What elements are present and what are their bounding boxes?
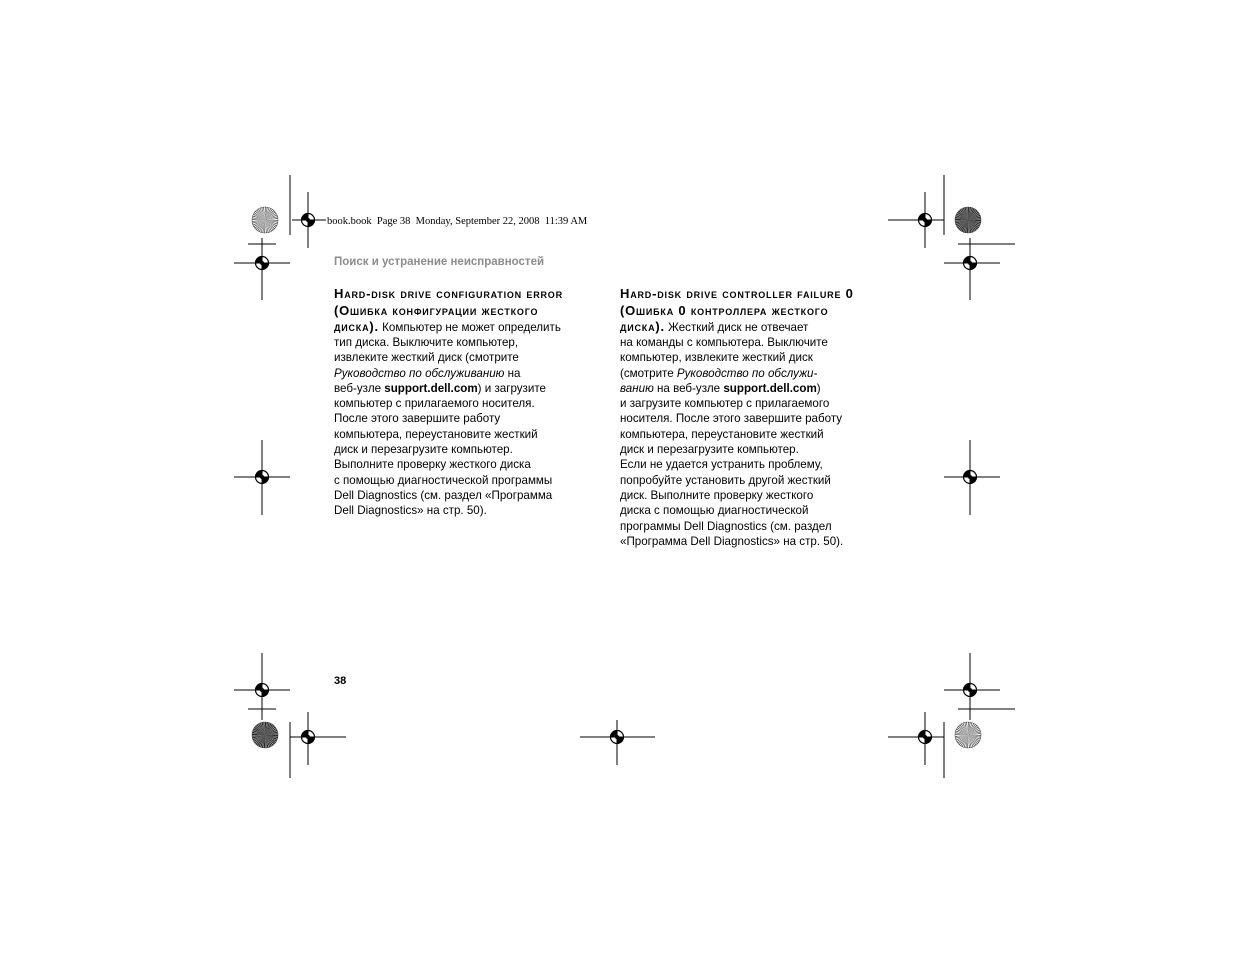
italic-reference-text: Руководство по обслуживанию (334, 366, 505, 380)
text-line (620, 302, 895, 319)
target-center (260, 261, 264, 265)
starburst-rays (252, 722, 278, 748)
text-line (620, 335, 895, 350)
text-line (334, 335, 609, 350)
print-slug-line: book.book Page 38 Monday, September 22, 2008 11:39 AM (327, 216, 588, 227)
body-text: компьютера, переустановите жесткий (620, 427, 824, 441)
target-center (615, 735, 619, 739)
target-quadrants (302, 731, 315, 744)
body-text: компьютер с прилагаемого носителя. (334, 397, 535, 411)
body-text: веб-узле (334, 381, 385, 395)
target-quadrants (302, 214, 315, 227)
target-ring (611, 731, 624, 744)
text-line (620, 534, 895, 549)
text-line (620, 396, 895, 411)
body-text: попробуйте установить другой жесткий (620, 473, 831, 487)
italic-reference-text: Руководство по обслужи- (676, 366, 818, 380)
registration-target-mark (888, 192, 944, 248)
page-number: 38 (334, 675, 347, 687)
target-quadrants (256, 257, 269, 270)
text-line (620, 411, 895, 426)
text-line (334, 319, 609, 335)
target-ring (302, 731, 315, 744)
running-header: Поиск и устранение неисправностей (334, 256, 545, 268)
registration-target-mark (234, 440, 290, 515)
body-text: Компьютер не может определить (378, 321, 561, 334)
starburst-mark (252, 207, 278, 233)
starburst-rays (955, 207, 981, 233)
text-line (334, 411, 609, 426)
starburst-mark (955, 722, 981, 748)
target-quadrants (964, 684, 977, 697)
body-text: диск и перезагрузите компьютер. (334, 443, 513, 457)
registration-target-mark (944, 653, 1000, 720)
starburst-disc (252, 722, 278, 748)
text-line (334, 488, 609, 503)
section-heading-text: (Ошибка конфигурации жесткого (334, 303, 539, 318)
italic-reference-text: ванию (620, 381, 654, 395)
registration-target-mark (292, 192, 326, 248)
target-quadrants (611, 731, 624, 744)
body-text: тип диска. Выключите компьютер, (334, 336, 519, 349)
registration-target-mark (888, 712, 944, 765)
target-quadrants (919, 214, 932, 227)
body-text: «Программа Dell Diagnostics» на стр. 50). (620, 534, 844, 548)
text-line (620, 442, 895, 457)
text-line (620, 427, 895, 442)
body-text: на команды с компьютера. Выключите (620, 336, 828, 349)
body-text: Если не удается устранить проблему, (620, 458, 823, 472)
target-quadrants (964, 257, 977, 270)
registration-target-mark (580, 720, 655, 765)
target-quadrants (964, 471, 977, 484)
bold-url-text: support.dell.com (723, 381, 817, 395)
target-ring (919, 731, 932, 744)
body-text: программы Dell Diagnostics (см. раздел (620, 519, 832, 533)
body-text: ) и загрузите (477, 381, 546, 395)
section-heading-text: Hard-disk drive controller failure 0 (620, 286, 854, 301)
target-ring (964, 684, 977, 697)
body-text: диска с помощью диагностической (620, 504, 809, 518)
target-center (923, 735, 927, 739)
body-text: компьютер, извлеките жесткий диск (620, 351, 813, 365)
body-text: на (504, 366, 521, 380)
target-center (968, 688, 972, 692)
text-line (620, 350, 895, 365)
body-text: Dell Diagnostics» на стр. 50). (334, 504, 487, 518)
target-center (306, 735, 310, 739)
text-line (334, 503, 609, 518)
target-center (968, 261, 972, 265)
text-line (334, 396, 609, 411)
starburst-disc (955, 722, 981, 748)
target-center (968, 475, 972, 479)
target-center (306, 218, 310, 222)
starburst-disc (252, 207, 278, 233)
text-line (620, 285, 895, 302)
body-text: ) (816, 381, 821, 395)
target-center (260, 688, 264, 692)
target-center (923, 218, 927, 222)
text-line (620, 366, 895, 381)
target-quadrants (256, 684, 269, 697)
text-line (334, 442, 609, 457)
body-text: Выполните проверку жесткого диска (334, 458, 531, 472)
text-line (334, 473, 609, 488)
text-line (334, 457, 609, 472)
bold-url-text: support.dell.com (384, 381, 478, 395)
text-line (334, 302, 609, 319)
starburst-disc (955, 207, 981, 233)
registration-target-mark (234, 653, 290, 720)
body-text: извлеките жесткий диск (смотрите (334, 351, 519, 365)
section-heading-text: диска). (334, 319, 379, 334)
target-ring (964, 257, 977, 270)
body-text: компьютера, переустановите жесткий (334, 427, 538, 441)
text-line (334, 285, 609, 302)
left-column (334, 285, 609, 519)
text-line (620, 381, 895, 396)
starburst-mark (252, 722, 278, 748)
text-line (334, 350, 609, 365)
text-line (334, 427, 609, 442)
target-ring (256, 471, 269, 484)
section-heading-text: (Ошибка 0 контроллера жесткого (620, 303, 829, 318)
section-heading-text: диска). (620, 319, 665, 334)
body-text: на веб-узле (653, 381, 724, 395)
body-text: и загрузите компьютер с прилагаемого (620, 397, 830, 411)
text-line (620, 519, 895, 534)
starburst-mark (955, 207, 981, 233)
registration-target-mark (944, 238, 1000, 300)
target-quadrants (256, 471, 269, 484)
body-text: (смотрите (620, 366, 677, 380)
target-ring (964, 471, 977, 484)
registration-target-mark (290, 712, 346, 765)
right-column (620, 285, 895, 549)
target-ring (256, 684, 269, 697)
text-line (620, 457, 895, 472)
target-quadrants (919, 731, 932, 744)
text-line (620, 319, 895, 335)
target-center (260, 475, 264, 479)
text-line (620, 488, 895, 503)
body-text: Dell Diagnostics (см. раздел «Программа (334, 488, 553, 502)
registration-target-mark (944, 440, 1000, 515)
target-ring (302, 214, 315, 227)
target-ring (256, 257, 269, 270)
body-text: диск и перезагрузите компьютер. (620, 443, 799, 457)
text-line (334, 366, 609, 381)
target-ring (919, 214, 932, 227)
starburst-rays (252, 207, 278, 233)
text-line (620, 473, 895, 488)
starburst-rays (955, 722, 981, 748)
body-text: диск. Выполните проверку жесткого (620, 488, 814, 502)
text-line (334, 381, 609, 396)
section-heading-text: Hard-disk drive configuration error (334, 286, 563, 301)
text-line (620, 503, 895, 518)
registration-target-mark (234, 238, 290, 300)
body-text: Жесткий диск не отвечает (664, 321, 809, 334)
body-text: с помощью диагностической программы (334, 473, 553, 487)
body-text: После этого завершите работу (334, 412, 501, 426)
body-text: носителя. После этого завершите работу (620, 412, 843, 426)
